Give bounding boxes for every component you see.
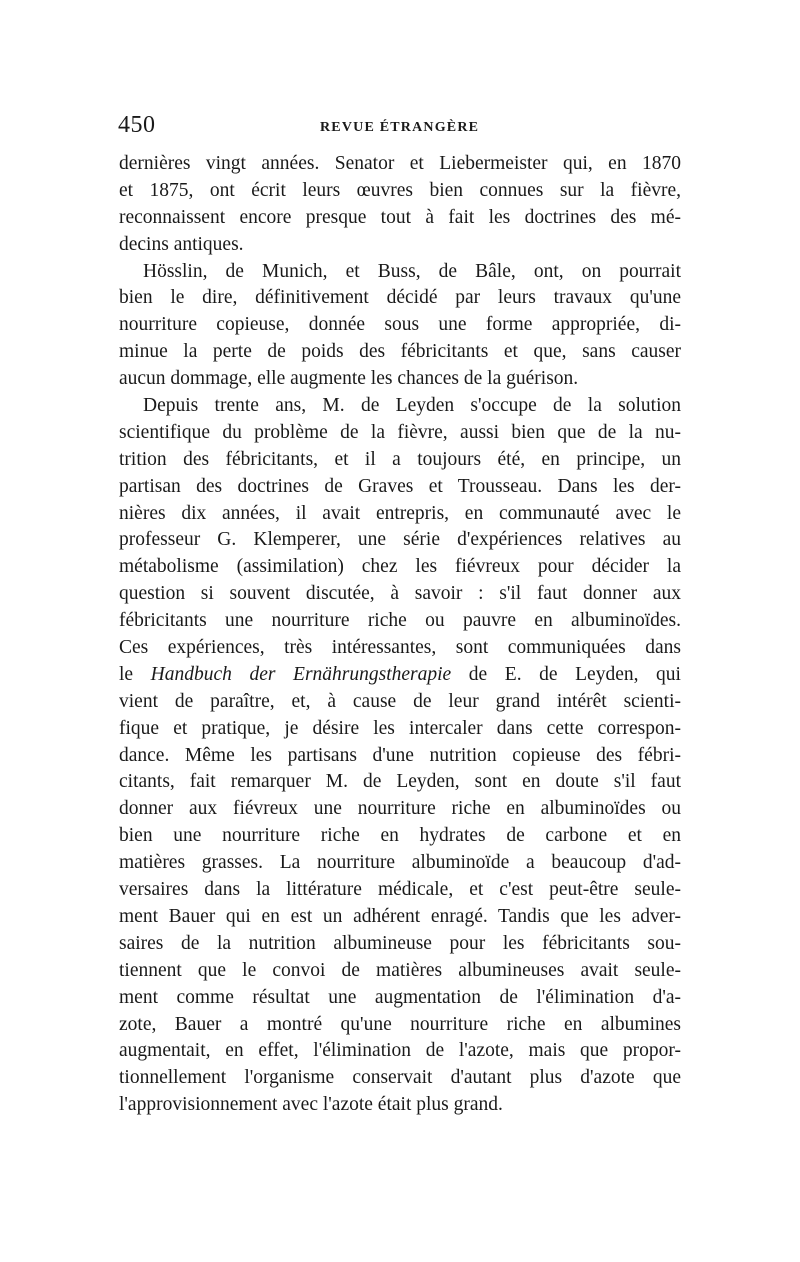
text-line: saires de la nutrition albumineuse pour les fébricitants sou- bbox=[119, 932, 681, 954]
text-line: ment Bauer qui en est un adhérent enragé. Tandis que les adver- bbox=[119, 905, 681, 927]
text-line: tionnellement l'organisme conservait d'autant plus d'azote que bbox=[119, 1067, 681, 1089]
text-line: minue la perte de poids des fébricitants et que, sans causer bbox=[119, 341, 681, 363]
text-line: vient de paraître, et, à cause de leur grand intérêt scienti- bbox=[119, 690, 681, 712]
text-line: fébricitants une nourriture riche ou pauvre en albuminoïdes. bbox=[119, 610, 681, 632]
text-line: métabolisme (assimilation) chez les fiévreux pour décider la bbox=[119, 556, 681, 578]
book-title: Handbuch der Ernährungstherapie bbox=[150, 663, 452, 685]
text-line: versaires dans la littérature médicale, et c'est peut-être seule- bbox=[119, 879, 681, 901]
text-line: Ces expériences, très intéressantes, sont communiquées dans bbox=[119, 637, 681, 659]
running-title: REVUE ÉTRANGÈRE bbox=[320, 120, 480, 135]
text-line: tiennent que le convoi de matières albumineuses avait seule- bbox=[119, 959, 681, 981]
text-line: Hösslin, de Munich, et Buss, de Bâle, ont, on pourrait bbox=[143, 260, 681, 282]
text-line: bien une nourriture riche en hydrates de carbone et en bbox=[119, 825, 681, 847]
text-line: l'approvisionnement avec l'azote était plus grand. bbox=[119, 1094, 503, 1116]
body-text bbox=[119, 151, 681, 1119]
text-line: partisan des doctrines de Graves et Trousseau. Dans les der- bbox=[119, 475, 681, 497]
text-line: ment comme résultat une augmentation de l'élimination d'a- bbox=[119, 986, 681, 1008]
text-segment: le bbox=[119, 663, 151, 685]
text-line: dernières vingt années. Senator et Liebermeister qui, en 1870 bbox=[119, 153, 681, 174]
text-line: scientifique du problème de la fièvre, aussi bien que de la nu- bbox=[119, 421, 681, 443]
text-line: fique et pratique, je désire les intercaler dans cette correspon- bbox=[119, 717, 681, 739]
page-number: 450 bbox=[118, 112, 156, 138]
text-line: question si souvent discutée, à savoir : s'il faut donner aux bbox=[119, 583, 681, 605]
text-line: professeur G. Klemperer, une série d'expériences relatives au bbox=[119, 529, 681, 551]
page-header bbox=[118, 112, 680, 144]
text-line-with-italic-title bbox=[119, 662, 681, 689]
text-line: dance. Même les partisans d'une nutrition copieuse des fébri- bbox=[119, 744, 681, 766]
text-line: augmentait, en effet, l'élimination de l'azote, mais que propor- bbox=[119, 1040, 681, 1062]
text-line: nourriture copieuse, donnée sous une forme appropriée, di- bbox=[119, 314, 681, 336]
text-line: reconnaissent encore presque tout à fait les doctrines des mé- bbox=[119, 206, 681, 228]
text-line: Depuis trente ans, M. de Leyden s'occupe de la solution bbox=[143, 395, 681, 417]
text-line: citants, fait remarquer M. de Leyden, sont en doute s'il faut bbox=[119, 771, 681, 793]
text-line: matières grasses. La nourriture albuminoïde a beaucoup d'ad- bbox=[119, 852, 681, 874]
text-segment: de E. de Leyden, qui bbox=[451, 663, 681, 685]
text-line: decins antiques. bbox=[119, 233, 244, 255]
text-line: et 1875, ont écrit leurs œuvres bien connues sur la fièvre, bbox=[119, 179, 681, 201]
text-line: bien le dire, définitivement décidé par leurs travaux qu'une bbox=[119, 287, 681, 309]
text-line: trition des fébricitants, et il a toujours été, en principe, un bbox=[119, 448, 681, 470]
text-line: donner aux fiévreux une nourriture riche en albuminoïdes ou bbox=[119, 798, 681, 820]
text-line: nières dix années, il avait entrepris, en communauté avec le bbox=[119, 502, 681, 524]
text-line: aucun dommage, elle augmente les chances de la guérison. bbox=[119, 368, 579, 390]
text-line: zote, Bauer a montré qu'une nourriture riche en albumines bbox=[119, 1013, 681, 1035]
